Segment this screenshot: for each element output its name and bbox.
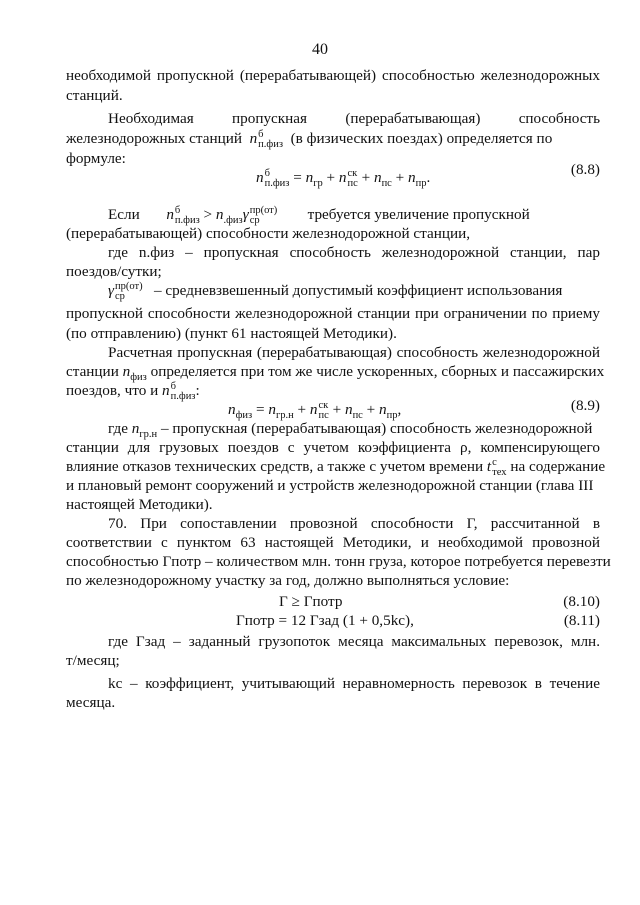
text-line: т/месяц;: [66, 652, 120, 669]
text-line: где Гзад – заданный грузопоток месяца максимальных перевозок, млн.: [108, 633, 600, 650]
text-line: (по отправлению) (пункт 61 настоящей Методики).: [66, 325, 397, 342]
text-line: kс – коэффициент, учитывающий неравномерность перевозок в течение: [108, 675, 600, 692]
equation-number: (8.8): [570, 161, 600, 178]
text-line: (перерабатывающей) способности железнодорожной станции,: [66, 225, 470, 242]
page-number: 40: [312, 41, 328, 58]
text-line: станции для грузовых поездов с учетом коэффициента ρ, компенсирующего: [66, 439, 600, 456]
text-line: γ пр(от) ср – средневзвешенный допустимый коэффициент использования: [108, 280, 563, 302]
text-line: настоящей Методики).: [66, 496, 213, 513]
text-line: Расчетная пропускная (перерабатывающая) способность железнодорожной: [108, 344, 600, 361]
equation-number: (8.10): [563, 593, 600, 610]
text-line: формуле:: [66, 150, 126, 167]
text-line: станции $n_{физ}$ определяется при том же числе ускоренных, сборных и пассажирских: [66, 363, 605, 384]
text-line: пропускной способности железнодорожной станции при ограничении по приему: [66, 305, 600, 322]
text-line: влияние отказов технических средств, а также с учетом времени t с тех на содержание: [66, 456, 606, 478]
text-line: станций.: [66, 87, 123, 104]
text-line: способностью Гпотр – количеством млн. тонн груза, которое потребуется перевезти: [66, 553, 611, 570]
equation-number: (8.11): [563, 612, 600, 629]
text-line: 70. При сопоставлении провозной способности Г, рассчитанной в: [108, 515, 600, 532]
text-line: железнодорожных станций n б п.физ (в физических поездах) определяется по: [66, 128, 553, 150]
equation-number: (8.9): [570, 397, 600, 414]
formula-8-11: Гпотр = 12 Гзад (1 + 0,5kс),: [236, 612, 414, 629]
text-line: месяца.: [66, 694, 116, 711]
text-line: где n.физ – пропускная способность железнодорожной станции, пар: [108, 244, 600, 261]
text-line: необходимой пропускной (перерабатывающей) способностью железнодорожных: [66, 67, 600, 84]
text-line: где $n_{гр.н}$ – пропускная (перерабатывающая) способность железнодорожной: [108, 420, 593, 441]
formula-8-9: $n_{физ} = n_{гр.н} + n$ ск пс + $n_{пс} + n_{пр}$,: [228, 399, 402, 422]
formula-8-8: n б п.физ = $n_{гр} + n$ ск пс + $n_{пс} + n_{пр}$.: [256, 167, 431, 190]
text-line: соответствии с пунктом 63 настоящей Методики, и необходимой провозной: [66, 534, 600, 551]
text-line: Необходимая пропускная (перерабатывающая) способность: [108, 110, 600, 127]
text-line: и плановый ремонт сооружений и устройств железнодорожной станции (глава III: [66, 477, 594, 494]
text-line: по железнодорожному участку за год, должно выполняться условие:: [66, 572, 510, 589]
text-line: поездов, что и n б п.физ :: [66, 380, 200, 402]
text-line: поездов/сутки;: [66, 263, 162, 280]
text-line: Если n б п.физ > $n_{.физ}\gamma$ пр(от) ср требуется увеличение пропускной: [108, 204, 530, 227]
formula-8-10: Г ≥ Гпотр: [279, 593, 343, 610]
